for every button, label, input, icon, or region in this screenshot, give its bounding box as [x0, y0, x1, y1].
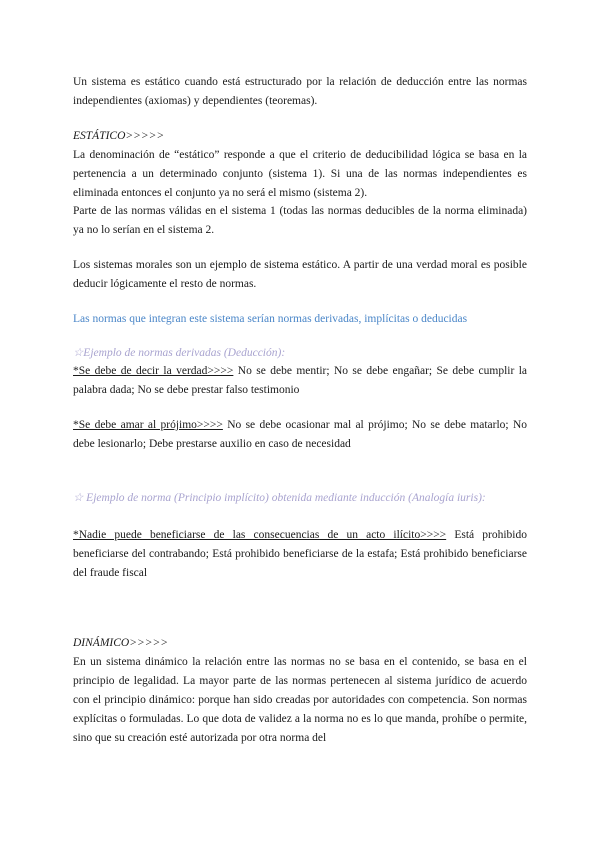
- dynamic-heading: DINÁMICO>>>>>: [73, 637, 169, 649]
- dynamic-paragraph-1: En un sistema dinámico la relación entre las normas no se basa en el contenido, se basa en el principio de legalidad. La mayor parte de las normas pertenecen al sistema jurídico de acuerdo con el principio dinámico: porque han sido creadas por autoridades con competencia. Son normas explícitas o formuladas. Lo que dota de validez a la norma no es lo que manda, prohíbe o permite, sino que su creación esté autorizada por otra norma del: [73, 656, 527, 744]
- example-2-item-head: *Nadie puede beneficiarse de las consecuencias de un acto ilícito>>>>: [73, 529, 447, 541]
- static-highlight: Las normas que integran este sistema serían normas derivadas, implícitas o deducidas: [73, 313, 468, 325]
- example-2-title: ☆ Ejemplo de norma (Principio implícito) obtenida mediante inducción (Analogía iuris):: [73, 492, 486, 504]
- static-paragraph-3: Los sistemas morales son un ejemplo de sistema estático. A partir de una verdad moral es posible deducir lógicamente el resto de normas.: [73, 259, 527, 290]
- static-paragraph-2: Parte de las normas válidas en el sistema 1 (todas las normas deducibles de la norma eliminada) ya no lo serían en el sistema 2.: [73, 205, 527, 236]
- example-1-item-a-text: No se debe mentir; No se debe engañar; Se debe cumplir la palabra dada; No se debe prestar falso testimonio: [73, 365, 527, 396]
- example-1-item-a-head: *Se debe de decir la verdad>>>>: [73, 365, 234, 377]
- example-1-item-b: [73, 416, 527, 454]
- example-1-title: ☆Ejemplo de normas derivadas (Deducción):: [73, 347, 286, 359]
- example-1-item-b-text: No se debe ocasionar mal al prójimo; No se debe matarlo; No debe lesionarlo; Debe prestarse auxilio en caso de necesidad: [73, 419, 527, 450]
- example-2-item: [73, 526, 527, 583]
- example-1-item-b-head: *Se debe amar al prójimo>>>>: [73, 419, 223, 431]
- example-2-item-text: Está prohibido beneficiarse del contrabando; Está prohibido beneficiarse de la estafa; Está prohibido beneficiarse del fraude fiscal: [73, 529, 527, 579]
- example-1-item-a: [73, 362, 527, 400]
- static-heading: ESTÁTICO>>>>>: [73, 130, 165, 142]
- intro-paragraph: Un sistema es estático cuando está estructurado por la relación de deducción entre las normas independientes (axiomas) y dependientes (teoremas).: [73, 76, 527, 107]
- static-paragraph-1: La denominación de “estático” responde a que el criterio de deducibilidad lógica se basa en la pertenencia a un determinado conjunto (sistema 1). Si una de las normas independientes es eliminada entonces el conjunto ya no será el mismo (sistema 2).: [73, 149, 527, 199]
